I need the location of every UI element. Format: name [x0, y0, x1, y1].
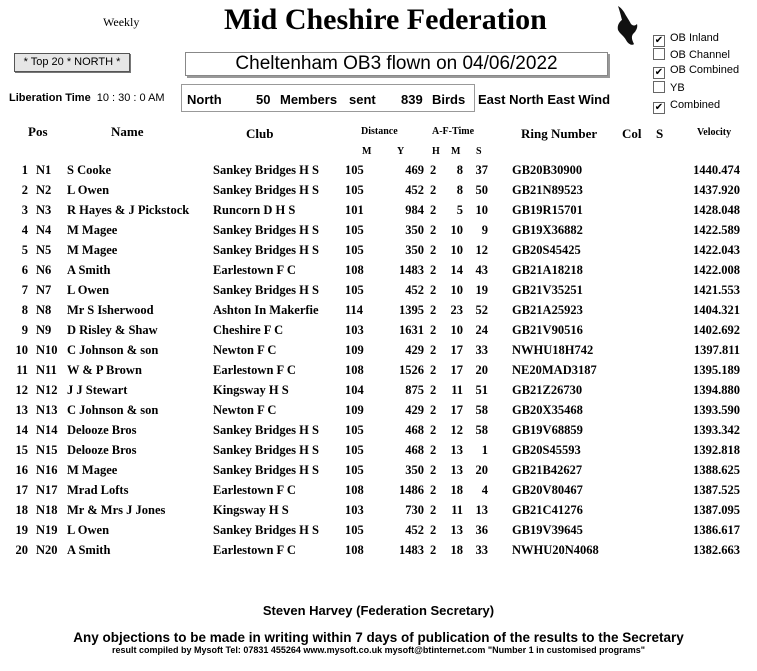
cell-name: L Owen — [67, 183, 110, 197]
cell-minutes: 17 — [450, 343, 463, 357]
cell-yards: 350 — [405, 463, 424, 477]
cell-minutes: 8 — [456, 183, 463, 197]
cell-club: Sankey Bridges H S — [213, 183, 319, 197]
cell-pos: 19 — [15, 523, 28, 537]
cell-club: Earlestown F C — [213, 483, 296, 497]
cell-minutes: 12 — [450, 423, 463, 437]
cell-pos: 7 — [21, 283, 28, 297]
cell-club: Kingsway H S — [213, 503, 289, 517]
cell-ring-number: NWHU20N4068 — [512, 543, 599, 557]
cell-club: Sankey Bridges H S — [213, 423, 319, 437]
cell-hours: 2 — [430, 503, 437, 517]
option-ob-channel[interactable] — [653, 48, 730, 61]
cell-velocity: 1428.048 — [693, 203, 740, 217]
sent-label: sent — [349, 92, 376, 107]
cell-section-pos: N4 — [36, 223, 52, 237]
table-row — [0, 283, 757, 303]
cell-name: L Owen — [67, 523, 110, 537]
col-ring-number: Ring Number — [521, 126, 598, 141]
cell-name: M Magee — [67, 463, 118, 477]
birds-count: 839 — [401, 92, 423, 107]
table-row — [0, 343, 757, 363]
cell-club: Sankey Bridges H S — [213, 523, 319, 537]
cell-pos: 4 — [21, 223, 28, 237]
cell-yards: 984 — [405, 203, 424, 217]
cell-miles: 108 — [345, 263, 364, 277]
cell-section-pos: N7 — [36, 283, 52, 297]
col-club: Club — [246, 126, 274, 141]
cell-miles: 104 — [345, 383, 364, 397]
cell-velocity: 1397.811 — [693, 343, 740, 357]
cell-yards: 429 — [405, 343, 424, 357]
cell-section-pos: N8 — [36, 303, 52, 317]
cell-name: D Risley & Shaw — [67, 323, 158, 337]
cell-yards: 1395 — [399, 303, 424, 317]
cell-seconds: 37 — [475, 163, 488, 177]
cell-hours: 2 — [430, 343, 437, 357]
checkbox-icon[interactable] — [653, 81, 665, 93]
cell-seconds: 12 — [475, 243, 488, 257]
page-title: Mid Cheshire Federation — [224, 3, 547, 36]
weekly-label: Weekly — [103, 15, 140, 29]
cell-name: Mr S Isherwood — [67, 303, 154, 317]
cell-velocity: 1393.342 — [693, 423, 740, 437]
table-row — [0, 323, 757, 343]
compiled-by-note: result compiled by Mysoft Tel: 07831 455264 www.mysoft.co.uk mysoft@btinternet.com "Number 1 in customised programs" — [112, 645, 645, 655]
option-ob-combined[interactable] — [653, 64, 739, 79]
cell-minutes: 11 — [451, 503, 463, 517]
table-row — [0, 543, 757, 563]
option-yb[interactable] — [653, 81, 685, 94]
cell-miles: 103 — [345, 503, 364, 517]
cell-name: C Johnson & son — [67, 343, 159, 357]
cell-hours: 2 — [430, 463, 437, 477]
cell-hours: 2 — [430, 383, 437, 397]
cell-yards: 875 — [405, 383, 424, 397]
cell-velocity: 1393.590 — [693, 403, 740, 417]
cell-miles: 108 — [345, 543, 364, 557]
table-row — [0, 403, 757, 423]
cell-pos: 16 — [15, 463, 28, 477]
cell-ring-number: GB20V80467 — [512, 483, 583, 497]
option-label: Combined — [670, 99, 721, 111]
option-label: YB — [670, 82, 685, 94]
table-row — [0, 423, 757, 443]
cell-pos: 3 — [21, 203, 28, 217]
cell-ring-number: NWHU18H742 — [512, 343, 594, 357]
cell-hours: 2 — [430, 403, 437, 417]
cell-ring-number: GB21V35251 — [512, 283, 583, 297]
cell-club: Ashton In Makerfie — [213, 303, 319, 317]
cell-yards: 730 — [405, 503, 424, 517]
cell-pos: 9 — [21, 323, 28, 337]
secretary-note: Steven Harvey (Federation Secretary) — [262, 603, 495, 618]
cell-minutes: 5 — [456, 203, 463, 217]
cell-velocity: 1386.617 — [693, 523, 740, 537]
cell-section-pos: N17 — [36, 483, 58, 497]
cell-velocity: 1395.189 — [693, 363, 740, 377]
cell-minutes: 13 — [450, 443, 463, 457]
cell-section-pos: N5 — [36, 243, 52, 257]
table-row — [0, 523, 757, 543]
cell-hours: 2 — [430, 483, 437, 497]
cell-seconds: 51 — [475, 383, 488, 397]
checkbox-icon[interactable]: ✔ — [654, 67, 664, 78]
cell-miles: 105 — [345, 463, 364, 477]
table-row — [0, 303, 757, 323]
cell-yards: 468 — [405, 423, 424, 437]
liberation-time — [9, 92, 165, 104]
col-sex: S — [656, 126, 664, 141]
cell-club: Cheshire F C — [213, 323, 284, 337]
cell-seconds: 24 — [475, 323, 488, 337]
cell-club: Sankey Bridges H S — [213, 223, 319, 237]
cell-name: C Johnson & son — [67, 403, 159, 417]
cell-pos: 12 — [15, 383, 28, 397]
col-distance-y: Y — [397, 146, 405, 157]
cell-seconds: 33 — [475, 543, 488, 557]
cell-seconds: 9 — [481, 223, 488, 237]
cell-ring-number: GB20B30900 — [512, 163, 583, 177]
cell-minutes: 13 — [450, 463, 463, 477]
cell-yards: 1526 — [399, 363, 424, 377]
cell-club: Sankey Bridges H S — [213, 163, 319, 177]
cell-ring-number: GB21V90516 — [512, 323, 583, 337]
cell-miles: 105 — [345, 443, 364, 457]
cell-minutes: 14 — [450, 263, 463, 277]
table-row — [0, 163, 757, 183]
cell-pos: 8 — [21, 303, 28, 317]
cell-miles: 109 — [345, 403, 364, 417]
cell-section-pos: N16 — [36, 463, 58, 477]
cell-seconds: 50 — [475, 183, 488, 197]
table-row — [0, 463, 757, 483]
objections-note: Any objections to be made in writing within 7 days of publication of the results to the Secretary — [73, 630, 684, 645]
cell-club: Sankey Bridges H S — [213, 463, 319, 477]
cell-section-pos: N10 — [36, 343, 58, 357]
cell-pos: 2 — [21, 183, 28, 197]
cell-velocity: 1394.880 — [693, 383, 740, 397]
cell-miles: 105 — [345, 223, 364, 237]
cell-name: L Owen — [67, 283, 110, 297]
cell-minutes: 10 — [450, 283, 463, 297]
cell-name: A Smith — [67, 543, 111, 557]
cell-club: Earlestown F C — [213, 543, 296, 557]
option-combined[interactable] — [653, 99, 720, 114]
cell-miles: 105 — [345, 283, 364, 297]
cell-yards: 1486 — [399, 483, 424, 497]
cell-club: Earlestown F C — [213, 363, 296, 377]
cell-name: S Cooke — [67, 163, 112, 177]
cell-pos: 20 — [15, 543, 28, 557]
cell-velocity: 1440.474 — [693, 163, 740, 177]
cell-seconds: 43 — [475, 263, 488, 277]
cell-section-pos: N3 — [36, 203, 52, 217]
table-row — [0, 183, 757, 203]
cell-seconds: 20 — [475, 363, 488, 377]
cell-hours: 2 — [430, 423, 437, 437]
cell-hours: 2 — [430, 443, 437, 457]
option-ob-inland[interactable] — [653, 32, 719, 47]
cell-pos: 18 — [15, 503, 28, 517]
cell-hours: 2 — [430, 183, 437, 197]
col-hours: H — [432, 146, 440, 157]
cell-miles: 103 — [345, 323, 364, 337]
cell-seconds: 52 — [475, 303, 488, 317]
cell-seconds: 36 — [475, 523, 488, 537]
cell-ring-number: GB19V68859 — [512, 423, 583, 437]
cell-ring-number: GB19R15701 — [512, 203, 583, 217]
cell-ring-number: GB20S45593 — [512, 443, 581, 457]
liberation-label: Liberation Time — [9, 92, 91, 104]
cell-name: Mrad Lofts — [67, 483, 129, 497]
cell-minutes: 10 — [450, 243, 463, 257]
cell-yards: 452 — [405, 283, 424, 297]
table-row — [0, 503, 757, 523]
col-colour: Col — [622, 126, 642, 141]
table-row — [0, 363, 757, 383]
wind-description: East North East Wind — [478, 92, 611, 107]
members-label: Members — [280, 92, 338, 107]
cell-hours: 2 — [430, 523, 437, 537]
cell-velocity: 1387.095 — [693, 503, 740, 517]
cell-section-pos: N14 — [36, 423, 58, 437]
cell-section-pos: N12 — [36, 383, 58, 397]
cell-seconds: 33 — [475, 343, 488, 357]
cell-velocity: 1404.321 — [693, 303, 740, 317]
cell-hours: 2 — [430, 263, 437, 277]
cell-name: Mr & Mrs J Jones — [67, 503, 166, 517]
col-minutes: M — [451, 146, 461, 157]
cell-section-pos: N19 — [36, 523, 58, 537]
option-label: OB Inland — [670, 32, 719, 44]
cell-yards: 429 — [405, 403, 424, 417]
col-name: Name — [111, 124, 144, 139]
cell-club: Sankey Bridges H S — [213, 443, 319, 457]
cell-miles: 109 — [345, 343, 364, 357]
cell-section-pos: N1 — [36, 163, 52, 177]
table-row — [0, 383, 757, 403]
cell-section-pos: N2 — [36, 183, 52, 197]
cell-velocity: 1387.525 — [693, 483, 740, 497]
col-seconds: S — [476, 146, 482, 157]
cell-velocity: 1422.043 — [693, 243, 740, 257]
cell-section-pos: N11 — [36, 363, 57, 377]
col-distance-m: M — [362, 146, 372, 157]
cell-hours: 2 — [430, 203, 437, 217]
cell-velocity: 1388.625 — [693, 463, 740, 477]
cell-yards: 1483 — [399, 263, 424, 277]
col-velocity: Velocity — [697, 127, 732, 138]
cell-club: Newton F C — [213, 343, 277, 357]
cell-ring-number: GB21Z26730 — [512, 383, 583, 397]
cell-velocity: 1382.663 — [693, 543, 740, 557]
col-aftime: A-F-Time — [432, 126, 475, 137]
cell-section-pos: N18 — [36, 503, 58, 517]
cell-pos: 6 — [21, 263, 28, 277]
cell-pos: 15 — [15, 443, 28, 457]
cell-pos: 13 — [15, 403, 28, 417]
cell-minutes: 17 — [450, 363, 463, 377]
cell-club: Earlestown F C — [213, 263, 296, 277]
pigeon-logo-icon — [612, 4, 640, 46]
cell-section-pos: N9 — [36, 323, 52, 337]
cell-minutes: 8 — [456, 163, 463, 177]
cell-name: Delooze Bros — [67, 443, 137, 457]
cell-name: M Magee — [67, 243, 118, 257]
cell-minutes: 13 — [450, 523, 463, 537]
cell-hours: 2 — [430, 543, 437, 557]
option-label: OB Combined — [670, 64, 740, 76]
checkbox-icon[interactable] — [653, 48, 665, 60]
cell-hours: 2 — [430, 223, 437, 237]
table-row — [0, 203, 757, 223]
cell-yards: 452 — [405, 183, 424, 197]
cell-miles: 108 — [345, 483, 364, 497]
cell-section-pos: N13 — [36, 403, 58, 417]
members-count: 50 — [256, 92, 271, 107]
table-row — [0, 263, 757, 283]
cell-seconds: 58 — [475, 403, 488, 417]
cell-miles: 105 — [345, 243, 364, 257]
cell-section-pos: N15 — [36, 443, 58, 457]
cell-pos: 14 — [15, 423, 28, 437]
cell-yards: 350 — [405, 243, 424, 257]
cell-seconds: 4 — [481, 483, 488, 497]
cell-miles: 105 — [345, 163, 364, 177]
cell-yards: 468 — [405, 443, 424, 457]
cell-miles: 105 — [345, 183, 364, 197]
cell-club: Sankey Bridges H S — [213, 243, 319, 257]
cell-name: J J Stewart — [67, 383, 128, 397]
cell-name: R Hayes & J Pickstock — [67, 203, 190, 217]
cell-ring-number: GB20S45425 — [512, 243, 581, 257]
section-name: North — [187, 92, 222, 107]
cell-club: Kingsway H S — [213, 383, 289, 397]
cell-club: Runcorn D H S — [213, 203, 296, 217]
cell-seconds: 19 — [475, 283, 488, 297]
cell-minutes: 10 — [450, 323, 463, 337]
birds-label: Birds — [432, 92, 466, 107]
cell-miles: 105 — [345, 423, 364, 437]
cell-hours: 2 — [430, 243, 437, 257]
cell-pos: 11 — [16, 363, 28, 377]
cell-yards: 452 — [405, 523, 424, 537]
cell-seconds: 13 — [475, 503, 488, 517]
table-row — [0, 223, 757, 243]
cell-minutes: 10 — [450, 223, 463, 237]
cell-seconds: 20 — [475, 463, 488, 477]
cell-club: Newton F C — [213, 403, 277, 417]
cell-yards: 469 — [405, 163, 424, 177]
cell-velocity: 1422.589 — [693, 223, 740, 237]
cell-seconds: 1 — [481, 443, 488, 457]
table-row — [0, 243, 757, 263]
cell-name: M Magee — [67, 223, 118, 237]
col-distance: Distance — [361, 126, 398, 137]
cell-hours: 2 — [430, 303, 437, 317]
cell-ring-number: GB21A25923 — [512, 303, 583, 317]
table-row — [0, 443, 757, 463]
cell-ring-number: GB21B42627 — [512, 463, 583, 477]
cell-name: A Smith — [67, 263, 111, 277]
checkbox-icon[interactable]: ✔ — [654, 102, 664, 113]
table-row — [0, 483, 757, 503]
cell-yards: 350 — [405, 223, 424, 237]
cell-seconds: 58 — [475, 423, 488, 437]
cell-pos: 1 — [21, 163, 28, 177]
cell-miles: 101 — [345, 203, 364, 217]
liberation-time-value: 10 : 30 : 0 AM — [96, 92, 165, 104]
cell-minutes: 23 — [450, 303, 463, 317]
cell-minutes: 18 — [450, 483, 463, 497]
cell-ring-number: GB19X36882 — [512, 223, 583, 237]
cell-ring-number: GB20X35468 — [512, 403, 583, 417]
cell-hours: 2 — [430, 163, 437, 177]
cell-club: Sankey Bridges H S — [213, 283, 319, 297]
section-summary-box — [181, 84, 475, 112]
cell-pos: 10 — [15, 343, 28, 357]
checkbox-icon[interactable]: ✔ — [654, 35, 664, 46]
cell-miles: 114 — [345, 303, 364, 317]
cell-ring-number: GB19V39645 — [512, 523, 583, 537]
cell-yards: 1483 — [399, 543, 424, 557]
col-pos: Pos — [28, 124, 48, 139]
cell-ring-number: GB21N89523 — [512, 183, 583, 197]
cell-section-pos: N6 — [36, 263, 52, 277]
cell-hours: 2 — [430, 363, 437, 377]
cell-section-pos: N20 — [36, 543, 58, 557]
cell-ring-number: GB21C41276 — [512, 503, 583, 517]
cell-miles: 108 — [345, 363, 364, 377]
race-title-box: Cheltenham OB3 flown on 04/06/2022 — [185, 52, 608, 76]
cell-pos: 5 — [21, 243, 28, 257]
cell-yards: 1631 — [399, 323, 424, 337]
cell-ring-number: NE20MAD3187 — [512, 363, 597, 377]
cell-velocity: 1402.692 — [693, 323, 740, 337]
option-label: OB Channel — [670, 49, 730, 61]
cell-name: W & P Brown — [67, 363, 142, 377]
cell-velocity: 1422.008 — [693, 263, 740, 277]
cell-name: Delooze Bros — [67, 423, 137, 437]
top20-badge: * Top 20 * NORTH * — [14, 53, 130, 72]
cell-miles: 105 — [345, 523, 364, 537]
cell-velocity: 1421.553 — [693, 283, 740, 297]
cell-minutes: 17 — [450, 403, 463, 417]
cell-velocity: 1437.920 — [693, 183, 740, 197]
cell-seconds: 10 — [475, 203, 488, 217]
cell-minutes: 18 — [450, 543, 463, 557]
cell-minutes: 11 — [451, 383, 463, 397]
cell-pos: 17 — [15, 483, 28, 497]
cell-hours: 2 — [430, 323, 437, 337]
cell-velocity: 1392.818 — [693, 443, 740, 457]
cell-hours: 2 — [430, 283, 437, 297]
cell-ring-number: GB21A18218 — [512, 263, 583, 277]
